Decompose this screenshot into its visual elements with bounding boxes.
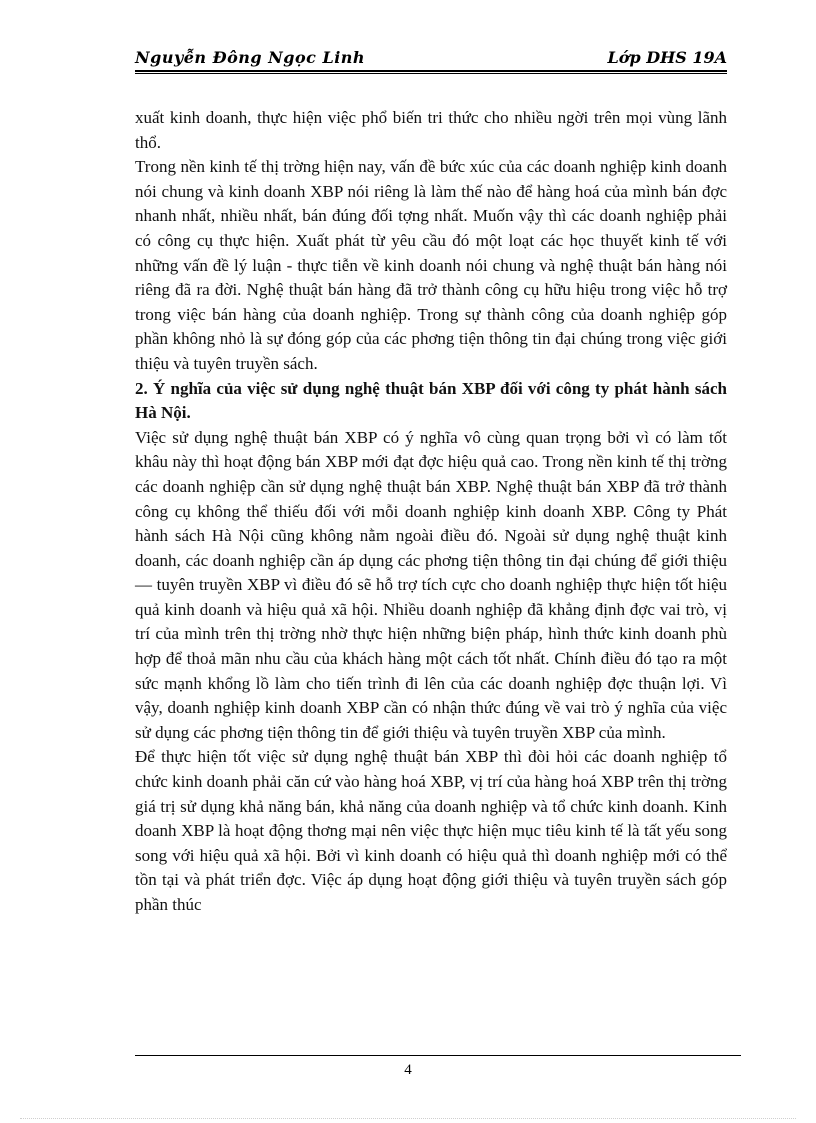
header-author: Nguyễn Đông Ngọc Linh — [135, 48, 366, 67]
page-number: 4 — [404, 1062, 412, 1078]
section-heading: 2. Ý nghĩa của việc sử dụng nghệ thuật bán XBP đối với công ty phát hành sách Hà Nội. — [135, 378, 727, 423]
paragraph-1: xuất kinh doanh, thực hiện việc phổ biến tri thức cho nhiều ngời trên mọi vùng lãnh thổ. — [135, 108, 727, 152]
page-bottom-border — [20, 1118, 796, 1119]
page-body — [135, 106, 727, 918]
header-class: Lớp DHS 19A — [607, 48, 727, 67]
paragraph-3: Việc sử dụng nghệ thuật bán XBP có ý nghĩa vô cùng quan trọng bởi vì có làm tốt khâu này thì hoạt động bán XBP mới đạt đợc hiệu quả cao. Trong nền kinh tế thị trờng các doanh nghiệp cần sử dụng nghệ thuật bán XBP. Nghệ thuật bán XBP đã trở thành công cụ không thể thiếu đối với mỗi doanh nghiệp kinh doanh XBP. Công ty Phát hành sách Hà Nội cũng không nằm ngoài điều đó. Ngoài sử dụng nghệ thuật kinh doanh, các doanh nghiệp cần áp dụng các phơng tiện thông tin đại chúng để giới thiệu — tuyên truyền XBP vì điều đó sẽ hỗ trợ tích cực cho doanh nghiệp thực hiện tốt hiệu quả kinh doanh và hiệu quả xã hội. Nhiều doanh nghiệp đã khẳng định đợc vai trò, vị trí của mình trên thị trờng nhờ thực hiện những biện pháp, hình thức kinh doanh phù hợp để thoả mãn nhu cầu của khách hàng một cách tốt nhất. Chính điều đó tạo ra một sức mạnh khổng lồ làm cho tiến trình đi lên của các doanh nghiệp đợc thuận lợi. Vì vậy, doanh nghiệp kinh doanh XBP cần có nhận thức đúng về vai trò ý nghĩa của việc sử dụng các phơng tiện thông tin để giới thiệu và tuyên truyền XBP của mình. — [135, 427, 727, 742]
paragraph-4: Để thực hiện tốt việc sử dụng nghệ thuật bán XBP thì đòi hỏi các doanh nghiệp tổ chức kinh doanh phải căn cứ vào hàng hoá XBP, vị trí của hàng hoá XBP trên thị trờng giá trị sử dụng khả năng bán, khả năng của doanh nghiệp và tổ chức kinh doanh. Kinh doanh XBP là hoạt động thơng mại nên việc thực hiện mục tiêu kinh tế là tất yếu song song với hiệu quả xã hội. Bởi vì kinh doanh có hiệu quả thì doanh nghiệp mới có thể tồn tại và phát triển đợc. Việc áp dụng hoạt động giới thiệu và tuyên truyền sách góp phần thúc — [135, 747, 727, 914]
page-header — [135, 44, 727, 70]
header-rule — [135, 70, 727, 72]
footer-rule — [135, 1055, 741, 1056]
header-rule-thin — [135, 73, 727, 74]
paragraph-2: Trong nền kinh tế thị trờng hiện nay, vấn đề bức xúc của các doanh nghiệp kinh doanh nói chung và kinh doanh XBP nói riêng là làm thế nào để hàng hoá của mình bán đợc nhanh nhất, nhiều nhất, bán đúng đối tợng nhất. Muốn vậy thì các doanh nghiệp phải có công cụ thực hiện. Xuất phát từ yêu cầu đó một loạt các học thuyết kinh tế với những vấn đề lý luận - thực tiễn về kinh doanh nói chung và nghệ thuật bán hàng nói riêng đã ra đời. Nghệ thuật bán hàng đã trở thành công cụ hữu hiệu trong việc hỗ trợ trong việc bán hàng của doanh nghiệp. Trong sự thành công của doanh nghiệp góp phần không nhỏ là sự đóng góp của các phơng tiện thông tin đại chúng trong việc giới thiệu và tuyên truyền sách. — [135, 157, 727, 373]
